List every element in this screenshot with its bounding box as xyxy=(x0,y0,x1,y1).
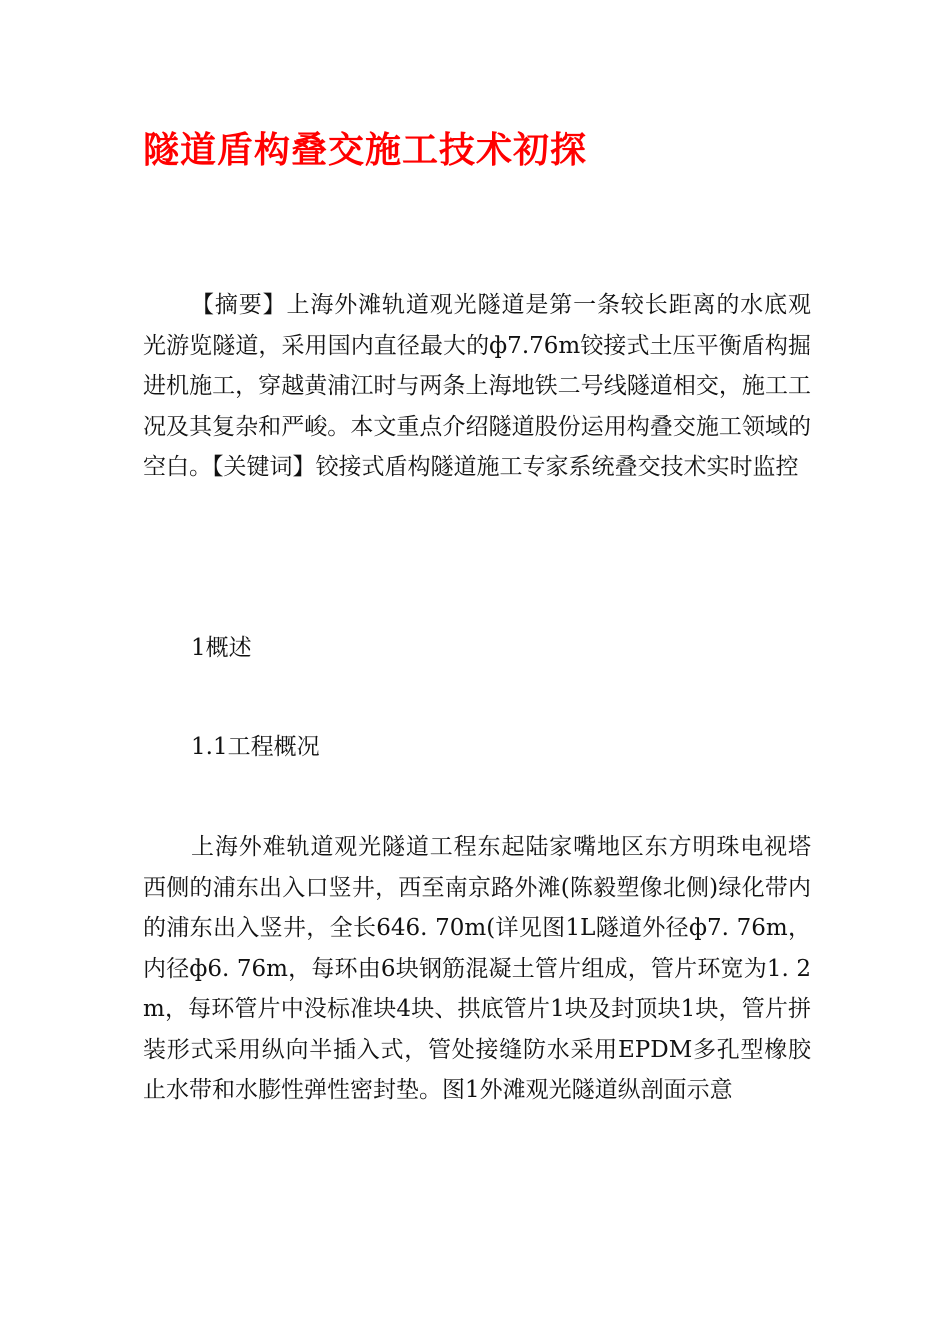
section-heading-project-overview: 1.1工程概况 xyxy=(191,734,320,760)
section-heading-overview: 1概述 xyxy=(191,635,252,661)
project-overview-paragraph: 上海外难轨道观光隧道工程东起陆家嘴地区东方明珠电视塔西侧的浦东出入口竖井，西至南京路外滩(陈毅塑像北侧)绿化带内的浦东出入竖井，全长646. 70m(详见图1L隧道外径ф7. 76m，内径ф6. 76m，每环由6块钢筋混凝土管片组成，管片环宽为1. 2m，每环管片中没标准块4块、拱底管片1块及封顶块1块，管片拼装形式采用纵向半插入式，管处接缝防水采用EPDM多孔型橡胶止水带和水膨性弹性密封垫。图1外滩观光隧道纵剖面示意 xyxy=(143,834,811,1103)
abstract-paragraph: 【摘要】上海外滩轨道观光隧道是第一条较长距离的水底观光游览隧道，采用国内直径最大的ф7.76m铰接式土压平衡盾构掘进机施工，穿越黄浦江时与两条上海地铁二号线隧道相交，施工工况及其复杂和严峻。本文重点介绍隧道股份运用构叠交施工领域的空白。【关键词】铰接式盾构隧道施工专家系统叠交技术实时监控 xyxy=(143,292,811,480)
document-title: 隧道盾构叠交施工技术初探 xyxy=(143,130,588,171)
